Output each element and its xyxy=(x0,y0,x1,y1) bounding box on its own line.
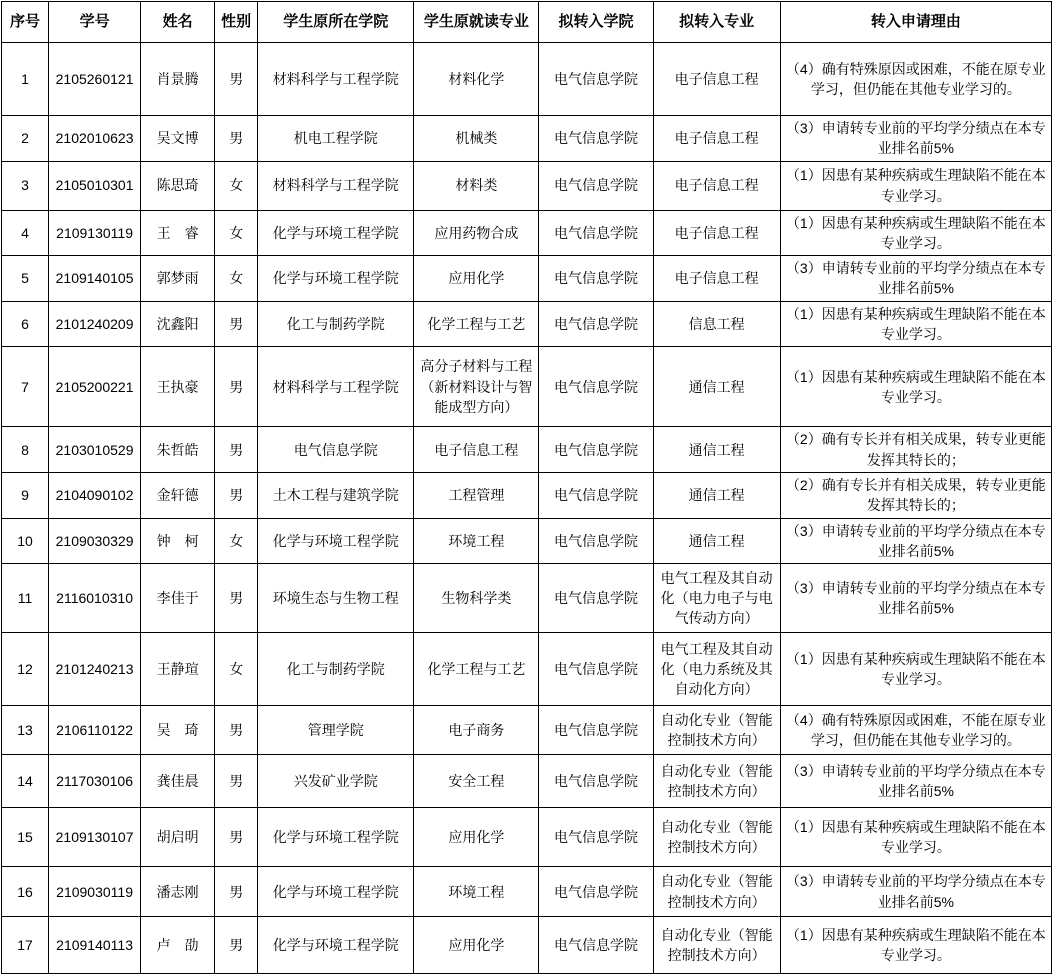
cell-orig-college: 化学与环境工程学院 xyxy=(258,256,414,302)
table-row xyxy=(2,256,1052,302)
cell-orig-college: 电气信息学院 xyxy=(258,427,414,473)
cell-student-id: 2109030329 xyxy=(49,518,141,564)
cell-gender: 女 xyxy=(215,633,258,706)
cell-gender: 男 xyxy=(215,472,258,518)
cell-name: 吴文博 xyxy=(141,116,215,162)
cell-reason: （1）因患有某种疾病或生理缺陷不能在本专业学习。 xyxy=(780,301,1051,347)
cell-student-id: 2102010623 xyxy=(49,116,141,162)
cell-name: 金轩德 xyxy=(141,472,215,518)
cell-gender: 女 xyxy=(215,161,258,210)
cell-no: 10 xyxy=(2,518,49,564)
cell-target-college: 电气信息学院 xyxy=(539,867,653,917)
cell-reason: （4）确有特殊原因或困难，不能在原专业学习，但仍能在其他专业学习的。 xyxy=(780,43,1051,116)
cell-target-college: 电气信息学院 xyxy=(539,210,653,256)
column-header-name: 姓名 xyxy=(141,2,215,43)
cell-reason: （3）申请转专业前的平均学分绩点在本专业排名前5% xyxy=(780,116,1051,162)
cell-student-id: 2109140113 xyxy=(49,917,141,974)
cell-reason: （3）申请转专业前的平均学分绩点在本专业排名前5% xyxy=(780,518,1051,564)
cell-reason: （1）因患有某种疾病或生理缺陷不能在本专业学习。 xyxy=(780,347,1051,427)
cell-orig-major: 材料类 xyxy=(414,161,539,210)
cell-target-major: 电子信息工程 xyxy=(653,116,780,162)
cell-name: 吴 琦 xyxy=(141,706,215,755)
column-header-orig-college: 学生原所在学院 xyxy=(258,2,414,43)
table-row xyxy=(2,301,1052,347)
cell-target-college: 电气信息学院 xyxy=(539,633,653,706)
cell-student-id: 2105010301 xyxy=(49,161,141,210)
cell-student-id: 2109030119 xyxy=(49,867,141,917)
column-header-target-major: 拟转入专业 xyxy=(653,2,780,43)
column-header-no: 序号 xyxy=(2,2,49,43)
table-header-row xyxy=(2,2,1052,43)
cell-orig-college: 机电工程学院 xyxy=(258,116,414,162)
cell-orig-college: 化学与环境工程学院 xyxy=(258,917,414,974)
cell-orig-college: 材料科学与工程学院 xyxy=(258,43,414,116)
cell-no: 8 xyxy=(2,427,49,473)
table-row xyxy=(2,210,1052,256)
table-row xyxy=(2,43,1052,116)
cell-name: 王执豪 xyxy=(141,347,215,427)
cell-reason: （2）确有专长并有相关成果，转专业更能发挥其特长的； xyxy=(780,427,1051,473)
cell-student-id: 2109130119 xyxy=(49,210,141,256)
cell-target-college: 电气信息学院 xyxy=(539,564,653,633)
cell-target-college: 电气信息学院 xyxy=(539,347,653,427)
table-row xyxy=(2,917,1052,974)
cell-orig-college: 化学与环境工程学院 xyxy=(258,518,414,564)
cell-target-college: 电气信息学院 xyxy=(539,116,653,162)
cell-reason: （3）申请转专业前的平均学分绩点在本专业排名前5% xyxy=(780,755,1051,808)
cell-name: 王静瑄 xyxy=(141,633,215,706)
cell-gender: 男 xyxy=(215,43,258,116)
cell-target-college: 电气信息学院 xyxy=(539,472,653,518)
cell-orig-college: 化学与环境工程学院 xyxy=(258,867,414,917)
cell-target-major: 通信工程 xyxy=(653,518,780,564)
cell-target-major: 电子信息工程 xyxy=(653,161,780,210)
table-row xyxy=(2,808,1052,867)
cell-reason: （3）申请转专业前的平均学分绩点在本专业排名前5% xyxy=(780,867,1051,917)
cell-gender: 男 xyxy=(215,347,258,427)
cell-target-college: 电气信息学院 xyxy=(539,256,653,302)
cell-no: 12 xyxy=(2,633,49,706)
cell-orig-major: 工程管理 xyxy=(414,472,539,518)
cell-reason: （1）因患有某种疾病或生理缺陷不能在本专业学习。 xyxy=(780,633,1051,706)
cell-orig-college: 材料科学与工程学院 xyxy=(258,347,414,427)
cell-gender: 男 xyxy=(215,301,258,347)
table-row xyxy=(2,116,1052,162)
cell-name: 胡启明 xyxy=(141,808,215,867)
cell-orig-college: 化工与制药学院 xyxy=(258,633,414,706)
cell-gender: 男 xyxy=(215,706,258,755)
cell-student-id: 2106110122 xyxy=(49,706,141,755)
cell-gender: 男 xyxy=(215,755,258,808)
cell-orig-major: 生物科学类 xyxy=(414,564,539,633)
cell-target-major: 信息工程 xyxy=(653,301,780,347)
table-row xyxy=(2,867,1052,917)
cell-orig-college: 管理学院 xyxy=(258,706,414,755)
cell-target-major: 自动化专业（智能控制技术方向） xyxy=(653,867,780,917)
table-row xyxy=(2,564,1052,633)
cell-gender: 男 xyxy=(215,116,258,162)
cell-target-college: 电气信息学院 xyxy=(539,43,653,116)
column-header-orig-major: 学生原就读专业 xyxy=(414,2,539,43)
cell-orig-major: 应用化学 xyxy=(414,917,539,974)
cell-name: 龚佳晨 xyxy=(141,755,215,808)
cell-target-college: 电气信息学院 xyxy=(539,808,653,867)
cell-name: 卢 劭 xyxy=(141,917,215,974)
table-row xyxy=(2,633,1052,706)
cell-orig-college: 兴发矿业学院 xyxy=(258,755,414,808)
column-header-student-id: 学号 xyxy=(49,2,141,43)
transfer-application-table xyxy=(1,1,1052,974)
cell-no: 2 xyxy=(2,116,49,162)
column-header-gender: 性别 xyxy=(215,2,258,43)
cell-orig-college: 化学与环境工程学院 xyxy=(258,808,414,867)
cell-target-college: 电气信息学院 xyxy=(539,427,653,473)
cell-target-college: 电气信息学院 xyxy=(539,917,653,974)
cell-no: 4 xyxy=(2,210,49,256)
cell-orig-college: 土木工程与建筑学院 xyxy=(258,472,414,518)
cell-student-id: 2117030106 xyxy=(49,755,141,808)
cell-target-college: 电气信息学院 xyxy=(539,706,653,755)
cell-target-major: 通信工程 xyxy=(653,427,780,473)
cell-target-major: 自动化专业（智能控制技术方向） xyxy=(653,755,780,808)
cell-name: 王 睿 xyxy=(141,210,215,256)
cell-gender: 男 xyxy=(215,867,258,917)
cell-target-major: 电子信息工程 xyxy=(653,43,780,116)
table-row xyxy=(2,755,1052,808)
cell-no: 5 xyxy=(2,256,49,302)
cell-orig-major: 安全工程 xyxy=(414,755,539,808)
cell-no: 6 xyxy=(2,301,49,347)
cell-no: 7 xyxy=(2,347,49,427)
cell-orig-major: 环境工程 xyxy=(414,867,539,917)
cell-no: 13 xyxy=(2,706,49,755)
cell-orig-major: 机械类 xyxy=(414,116,539,162)
cell-gender: 男 xyxy=(215,564,258,633)
cell-orig-major: 应用化学 xyxy=(414,808,539,867)
cell-no: 3 xyxy=(2,161,49,210)
cell-reason: （1）因患有某种疾病或生理缺陷不能在本专业学习。 xyxy=(780,917,1051,974)
cell-target-college: 电气信息学院 xyxy=(539,518,653,564)
cell-orig-major: 化学工程与工艺 xyxy=(414,633,539,706)
cell-no: 9 xyxy=(2,472,49,518)
cell-target-major: 通信工程 xyxy=(653,347,780,427)
cell-orig-major: 应用药物合成 xyxy=(414,210,539,256)
cell-gender: 女 xyxy=(215,210,258,256)
cell-orig-major: 环境工程 xyxy=(414,518,539,564)
cell-name: 李佳于 xyxy=(141,564,215,633)
cell-orig-college: 化学与环境工程学院 xyxy=(258,210,414,256)
table-row xyxy=(2,518,1052,564)
cell-target-major: 通信工程 xyxy=(653,472,780,518)
cell-name: 潘志刚 xyxy=(141,867,215,917)
cell-target-major: 电子信息工程 xyxy=(653,210,780,256)
column-header-reason: 转入申请理由 xyxy=(780,2,1051,43)
cell-gender: 女 xyxy=(215,256,258,302)
cell-no: 15 xyxy=(2,808,49,867)
cell-orig-college: 化工与制药学院 xyxy=(258,301,414,347)
cell-student-id: 2101240209 xyxy=(49,301,141,347)
cell-student-id: 2101240213 xyxy=(49,633,141,706)
cell-orig-major: 材料化学 xyxy=(414,43,539,116)
cell-student-id: 2103010529 xyxy=(49,427,141,473)
cell-reason: （4）确有特殊原因或困难，不能在原专业学习，但仍能在其他专业学习的。 xyxy=(780,706,1051,755)
cell-gender: 女 xyxy=(215,518,258,564)
cell-student-id: 2109140105 xyxy=(49,256,141,302)
cell-target-major: 电子信息工程 xyxy=(653,256,780,302)
cell-orig-college: 材料科学与工程学院 xyxy=(258,161,414,210)
cell-reason: （2）确有专长并有相关成果，转专业更能发挥其特长的； xyxy=(780,472,1051,518)
cell-student-id: 2105260121 xyxy=(49,43,141,116)
cell-reason: （1）因患有某种疾病或生理缺陷不能在本专业学习。 xyxy=(780,210,1051,256)
cell-target-major: 自动化专业（智能控制技术方向） xyxy=(653,706,780,755)
cell-target-college: 电气信息学院 xyxy=(539,755,653,808)
cell-target-college: 电气信息学院 xyxy=(539,301,653,347)
cell-name: 钟 柯 xyxy=(141,518,215,564)
table-row xyxy=(2,427,1052,473)
cell-student-id: 2104090102 xyxy=(49,472,141,518)
cell-orig-major: 电子信息工程 xyxy=(414,427,539,473)
cell-target-major: 自动化专业（智能控制技术方向） xyxy=(653,917,780,974)
cell-student-id: 2109130107 xyxy=(49,808,141,867)
cell-gender: 男 xyxy=(215,917,258,974)
cell-orig-major: 应用化学 xyxy=(414,256,539,302)
cell-orig-college: 环境生态与生物工程 xyxy=(258,564,414,633)
cell-reason: （3）申请转专业前的平均学分绩点在本专业排名前5% xyxy=(780,564,1051,633)
cell-target-major: 自动化专业（智能控制技术方向） xyxy=(653,808,780,867)
cell-name: 朱哲皓 xyxy=(141,427,215,473)
cell-target-college: 电气信息学院 xyxy=(539,161,653,210)
column-header-target-college: 拟转入学院 xyxy=(539,2,653,43)
cell-student-id: 2105200221 xyxy=(49,347,141,427)
cell-orig-major: 电子商务 xyxy=(414,706,539,755)
cell-student-id: 2116010310 xyxy=(49,564,141,633)
table-row xyxy=(2,472,1052,518)
cell-reason: （3）申请转专业前的平均学分绩点在本专业排名前5% xyxy=(780,256,1051,302)
cell-name: 肖景腾 xyxy=(141,43,215,116)
cell-name: 陈思琦 xyxy=(141,161,215,210)
cell-gender: 男 xyxy=(215,427,258,473)
table-row xyxy=(2,347,1052,427)
cell-orig-major: 高分子材料与工程（新材料设计与智能成型方向） xyxy=(414,347,539,427)
cell-target-major: 电气工程及其自动化（电力系统及其自动化方向） xyxy=(653,633,780,706)
cell-no: 16 xyxy=(2,867,49,917)
table-row xyxy=(2,161,1052,210)
cell-no: 1 xyxy=(2,43,49,116)
cell-orig-major: 化学工程与工艺 xyxy=(414,301,539,347)
cell-reason: （1）因患有某种疾病或生理缺陷不能在本专业学习。 xyxy=(780,808,1051,867)
cell-name: 沈鑫阳 xyxy=(141,301,215,347)
cell-no: 17 xyxy=(2,917,49,974)
cell-no: 11 xyxy=(2,564,49,633)
cell-reason: （1）因患有某种疾病或生理缺陷不能在本专业学习。 xyxy=(780,161,1051,210)
table-row xyxy=(2,706,1052,755)
cell-gender: 男 xyxy=(215,808,258,867)
cell-no: 14 xyxy=(2,755,49,808)
cell-target-major: 电气工程及其自动化（电力电子与电气传动方向） xyxy=(653,564,780,633)
cell-name: 郭梦雨 xyxy=(141,256,215,302)
